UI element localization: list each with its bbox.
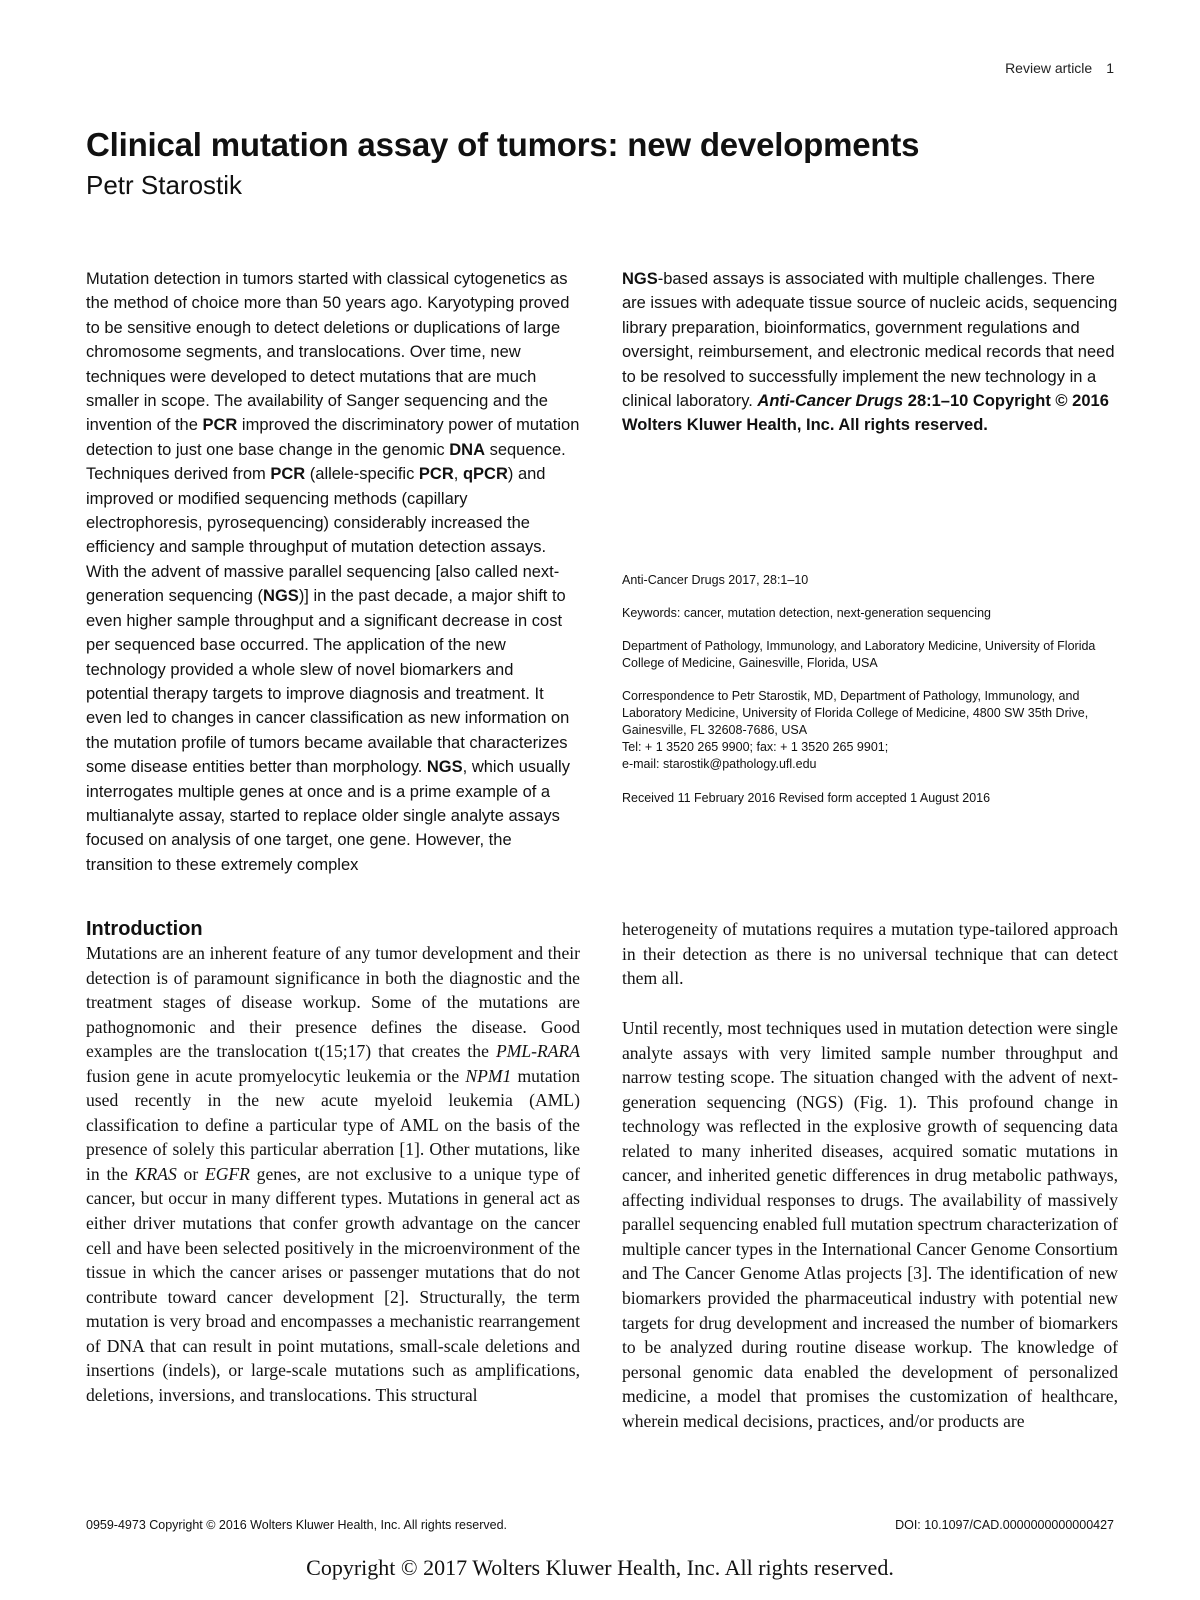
abbr-ngs: NGS bbox=[426, 758, 463, 777]
abbr-ngs: NGS bbox=[263, 587, 299, 606]
intro-right-paragraph-1: heterogeneity of mutations requires a mutation type-tailored approach in their detection as there is no universal technique that can detect them all. bbox=[622, 919, 1118, 989]
received-dates: Received 11 February 2016 Revised form accepted 1 August 2016 bbox=[622, 791, 991, 805]
page-number: 1 bbox=[1106, 60, 1114, 76]
body-text: fusion gene in acute promyelocytic leukemia or the bbox=[86, 1065, 466, 1086]
citation-text: 28:1–10 Copyright © 2016 Wolters Kluwer Health, Inc. All rights reserved. bbox=[622, 392, 1109, 435]
abstract-text: -based assays is associated with multiple challenges. There are issues with adequate tissue source of nucleic acids, sequencing library preparation, bioinformatics, government regulations and oversight, reimbursement, and electronic medical records that need to be resolved to successfully implement the new technology in a clinical laboratory. bbox=[622, 270, 1118, 411]
abstract-text: )] in the past decade, a major shift to even higher sample throughput and a significant decrease in cost per sequenced base occurred. The application of the new technology provided a whole slew of novel biomarkers and potential therapy targets to improve diagnosis and treatment. It even led to changes in cancer classification as new information on the mutation profile of tumors became available that characterizes some disease entities better than morphology. bbox=[86, 587, 570, 777]
body-text: or bbox=[176, 1163, 205, 1184]
abbr-pcr: PCR bbox=[270, 465, 306, 484]
gene-name: KRAS bbox=[134, 1163, 177, 1184]
abbr-qpcr: qPCR bbox=[462, 465, 508, 484]
gene-name: NPM1 bbox=[465, 1065, 512, 1086]
abbr-dna: DNA bbox=[449, 440, 485, 459]
keywords: Keywords: cancer, mutation detection, next-generation sequencing bbox=[622, 606, 991, 620]
body-text: mutation used recently in the new acute myeloid leukemia (AML) classification to define a particular type of AML on the basis of the presence of solely this particular aberration [1]. Other mutations, like in the bbox=[86, 1065, 581, 1184]
abstract-right-column bbox=[622, 267, 1118, 438]
correspondence-block bbox=[622, 688, 1122, 773]
abstract-text: improved the discriminatory power of mutation detection to just one base change in the genomic bbox=[86, 416, 580, 459]
abstract-text: (allele-specific bbox=[305, 465, 419, 484]
running-head bbox=[1005, 60, 1114, 76]
footer-issn: 0959-4973 Copyright © 2016 Wolters Kluwer Health, Inc. All rights reserved. bbox=[86, 1518, 507, 1532]
abstract-text: Mutation detection in tumors started with classical cytogenetics as the method of choice more than 50 years ago. Karyotyping proved to be sensitive enough to detect deletions or duplications of large chromosome segments, and translocations. Over time, new techniques were developed to detect mutations that are much smaller in scope. The availability of Sanger sequencing and the invention of the bbox=[86, 270, 570, 435]
correspondence: Correspondence to Petr Starostik, MD, Department of Pathology, Immunology, and Laboratory Medicine, University of Florida College of Medicine, 4800 SW 35th Drive, Gainesville, FL 32608-7686, USA bbox=[622, 689, 1089, 737]
intro-left-column bbox=[86, 941, 580, 1407]
body-text: genes, are not exclusive to a unique type of cancer, but occur in many different types. Mutations in general act as either driver mutations that confer growth advantage on the cancer cell and have been selected positively in the microenvironment of the tissue in which the cancer arises or passenger mutations that do not contribute toward cancer development [2]. Structurally, the term mutation is very broad and encompasses a mechanistic rearrangement of DNA that can result in point mutations, small-scale deletions and insertions (indels), or large-scale mutations such as amplifications, deletions, inversions, and translocations. This structural bbox=[86, 1163, 580, 1405]
journal-line: Anti-Cancer Drugs 2017, 28:1–10 bbox=[622, 573, 809, 587]
abstract-text: sequence. Techniques derived from bbox=[86, 440, 566, 484]
section-label: Review article bbox=[1005, 60, 1093, 76]
tel-fax: Tel: + 1 3520 265 9900; fax: + 1 3520 265 9901; bbox=[622, 740, 889, 754]
department: Department of Pathology, Immunology, and Laboratory Medicine, University of Florida College of Medicine, Gainesville, Florida, USA bbox=[622, 639, 1096, 670]
author-name: Petr Starostik bbox=[86, 170, 243, 200]
email[interactable]: e-mail: starostik@pathology.ufl.edu bbox=[622, 757, 817, 771]
intro-right-paragraph-2: Until recently, most techniques used in mutation detection were single analyte assays with very limited sample number throughput and narrow testing scope. The situation changed with the advent of next-generation sequencing (NGS) (Fig. 1). This profound change in technology was reflected in the explosive growth of sequencing data related to many inherited diseases, acquired somatic mutations in cancer, and inherited genetic differences in drug metabolic pathways, affecting individual responses to drugs. The availability of massively parallel sequencing enabled full mutation spectrum characterization of multiple cancer types in the International Cancer Genome Consortium and The Cancer Genome Atlas projects [3]. The identification of new biomarkers provided the pharmaceutical industry with potential new targets for drug development and increased the number of biomarkers to be analyzed during routine disease workup. The knowledge of personal genomic data enabled the development of personalized medicine, a model that promises the customization of healthcare, wherein medical decisions, practices, and/or products are bbox=[622, 1018, 1118, 1431]
footer-doi[interactable]: DOI: 10.1097/CAD.0000000000000427 bbox=[895, 1518, 1114, 1532]
abbr-pcr: PCR bbox=[202, 416, 238, 435]
abstract-text: ) and improved or modified sequencing methods (capillary electrophoresis, pyrosequencing) considerably increased the efficiency and sample throughput of mutation detection assays. With the advent of massive parallel sequencing [also called next-generation sequencing ( bbox=[86, 465, 560, 606]
journal-name: Anti-Cancer Drugs bbox=[757, 392, 904, 411]
abstract-text: , which usually interrogates multiple genes at once and is a prime example of a multianalyte assay, started to replace older single analyte assays focused on analysis of one target, one gene. However, the transition to these extremely complex bbox=[86, 758, 570, 874]
article-title: Clinical mutation assay of tumors: new developments bbox=[86, 126, 920, 163]
abstract-left-column bbox=[86, 267, 580, 877]
section-heading-introduction: Introduction bbox=[86, 918, 203, 940]
gene-name: EGFR bbox=[204, 1163, 250, 1184]
abbr-pcr: PCR bbox=[418, 465, 454, 484]
bottom-copyright: Copyright © 2017 Wolters Kluwer Health, Inc. All rights reserved. bbox=[306, 1555, 894, 1580]
abstract-text: , bbox=[453, 465, 463, 484]
gene-name: PML-RARA bbox=[495, 1041, 580, 1062]
abbr-ngs: NGS bbox=[622, 270, 658, 288]
body-text: Mutations are an inherent feature of any tumor development and their detection is of paramount significance in both the diagnostic and the treatment stages of disease workup. Some of the mutations are pathognomonic and their presence defines the disease. Good examples are the translocation t(15;17) that creates the bbox=[86, 943, 580, 1062]
